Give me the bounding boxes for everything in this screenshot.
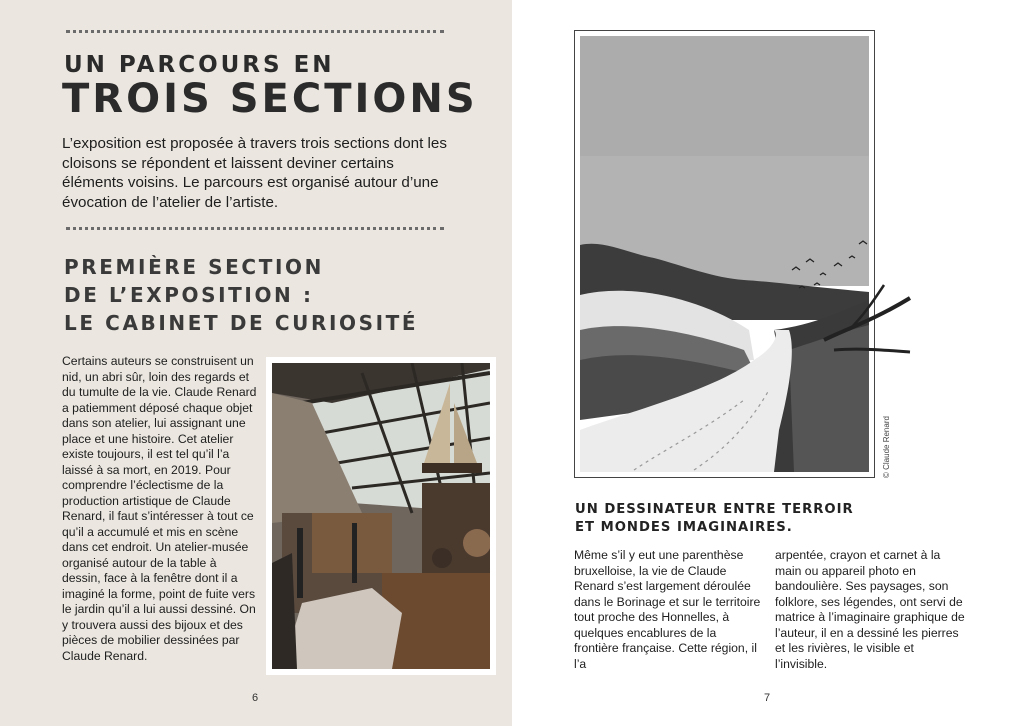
page-number-left: 6 — [252, 692, 259, 704]
illustration-credit: © Claude Renard — [882, 416, 891, 478]
landscape-illustration — [574, 30, 914, 478]
right-title-line-2: ET MONDES IMAGINAIRES. — [575, 520, 793, 535]
section-title-line-1: PREMIÈRE SECTION — [64, 255, 324, 279]
dotted-divider-middle — [66, 227, 444, 230]
right-title-line-1: UN DESSINATEUR ENTRE TERROIR — [575, 502, 854, 517]
section-title-line-3: LE CABINET DE CURIOSITÉ — [64, 311, 419, 335]
section-body-text: Certains auteurs se construisent un nid, un abri sûr, loin des regards et du tumulte de la vie. Claude Renard a patiemment déposé chaque objet dans son atelier, lui assignant une place et une histoire. Cet atelier existe toujours, il est tel qu’il l’a laissé à sa mort, en 2019. Pour comprendre l’éclectisme de la production artistique de Claude Renard, il faut s’intéresser à tout ce qu’il a accumulé et mis en scène dans cet endroit. Un atelier-musée organisé autour de la table à dessin, face à la fenêtre dont il a imaginé la forme, point de fuite vers le jardin qu’il a lui aussi dessiné. On y trouvera aussi des bijoux et des pièces de mobilier dessinées par Claude Renard. — [62, 354, 257, 663]
right-body-column-1: Même s’il y eut une parenthèse bruxelloise, la vie de Claude Renard s’est largement déroulée dans le Borinage et sur le territoire tout proche des Honnelles, à quelques encablures de la frontière française. Cette région, il l’a — [574, 548, 761, 671]
right-body-column-2: arpentée, crayon et carnet à la main ou appareil photo en bandoulière. Ses paysages, son folklore, ses légendes, ont servi de matrice à l’imaginaire graphique de l’auteur, il en a dessiné les pierres et les rivières, le visible et l’invisible. — [775, 548, 965, 671]
atelier-photo-frame — [266, 357, 496, 675]
section-title — [64, 253, 464, 337]
page-number-right: 7 — [764, 692, 771, 704]
section-title-line-2: DE L’EXPOSITION : — [64, 283, 314, 307]
title-line-1: UN PARCOURS EN — [64, 52, 335, 78]
intro-paragraph: L’exposition est proposée à travers trois sections dont les cloisons se répondent et laissent deviner certains éléments voisins. Le parcours est organisé autour d’une évocation de l’atelier de l’artiste. — [62, 135, 447, 211]
right-section-title — [575, 501, 875, 537]
title-line-2: TROIS SECTIONS — [62, 76, 478, 122]
dotted-divider-top — [66, 30, 444, 33]
atelier-photo — [272, 363, 490, 669]
